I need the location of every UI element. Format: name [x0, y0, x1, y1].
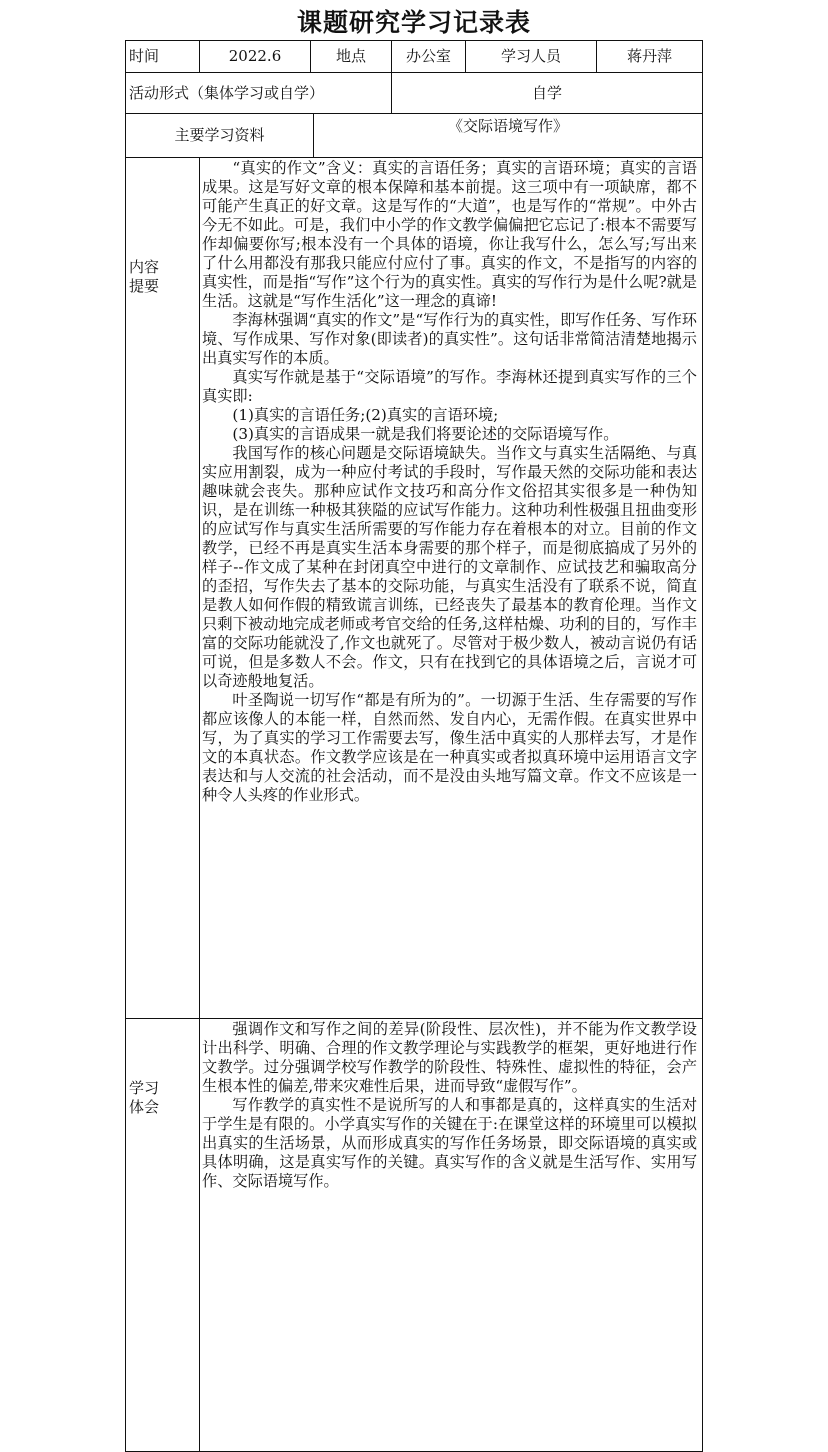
summary-paragraph: 李海林强调“真实的作文”是“写作行为的真实性，即写作任务、写作环境、写作成果、写作对象(即读者)的真实性”。这句话非常简洁清楚地揭示出真实写作的本质。	[202, 311, 697, 367]
reflection-content	[199, 1018, 703, 1452]
place-value: 办公室	[391, 40, 466, 73]
people-label: 学习人员	[465, 40, 597, 73]
reflection-label-line1: 学习	[129, 1079, 160, 1097]
place-label: 地点	[310, 40, 392, 73]
activity-form-value: 自学	[391, 72, 703, 114]
summary-content	[199, 157, 703, 1019]
page-title: 课题研究学习记录表	[296, 8, 531, 37]
summary-paragraph: (1)真实的言语任务;(2)真实的言语环境;	[232, 406, 499, 424]
activity-form-label: 活动形式（集体学习或自学）	[125, 72, 392, 114]
reflection-paragraph: 强调作文和写作之间的差异(阶段性、层次性)，并不能为作文教学设计出科学、明确、合理的作文教学理论与实践教学的框架，更好地进行作文教学。过分强调学校写作教学的阶段性、特殊性、虚拟性的特征，会产生根本性的偏差,带来灾难性后果，进而导致“虚假写作”。	[202, 1020, 697, 1095]
summary-label-line1: 内容	[129, 258, 160, 276]
reflection-paragraph: 写作教学的真实性不是说所写的人和事都是真的，这样真实的生活对于学生是有限的。小学真实写作的关键在于:在课堂这样的环境里可以模拟出真实的生活场景，从而形成真实的写作任务场景，即交际语境的真实或具体明确，这是真实写作的关键。真实写作的含义就是生活写作、实用写作、交际语境写作。	[202, 1096, 697, 1190]
summary-label	[125, 157, 200, 1019]
reflection-label-line2: 体会	[129, 1098, 160, 1116]
people-value: 蒋丹萍	[596, 40, 703, 73]
summary-paragraph: 叶圣陶说一切写作“都是有所为的”。一切源于生活、生存需要的写作都应该像人的本能一样，自然而然、发自内心，无需作假。在真实世界中写，为了真实的学习工作需要去写，像生活中真实的人那样去写，才是作文的本真状态。作文教学应该是在一种真实或者拟真环境中运用语言文字表达和与人交流的社会活动，而不是没由头地写篇文章。作文不应该是一种令人头疼的作业形式。	[202, 691, 697, 804]
summary-paragraph: “真实的作文”含义：真实的言语任务；真实的言语环境；真实的言语成果。这是写好文章的根本保障和基本前提。这三项中有一项缺席，都不可能产生真正的好文章。这是写作的“大道”，也是写作的“常规”。中外古今无不如此。可是，我们中小学的作文教学偏偏把它忘记了:根本不需要写作却偏要你写;根本没有一个具体的语境，你让我写什么，怎么写;写出来了什么用都没有那我只能应付应付了事。真实的作文，不是指写的内容的真实性，而是指“写作”这个行为的真实性。真实的写作行为是什么呢?就是生活。这就是“写作生活化”这一理念的真谛!	[202, 159, 697, 310]
summary-label-line2: 提要	[129, 277, 160, 295]
reflection-label	[125, 1018, 200, 1452]
material-value	[313, 113, 703, 158]
summary-paragraph: 我国写作的核心问题是交际语境缺失。当作文与真实生活隔绝、与真实应用割裂，成为一种应付考试的手段时，写作最天然的交际功能和表达趣味就会丧失。那种应试作文技巧和高分作文俗招其实很多是一种伪知识，是在训练一种极其狭隘的应试写作能力。这种功利性极强且扭曲变形的应试写作与真实生活所需要的写作能力存在着根本的对立。目前的作文教学，已经不再是真实生活本身需要的那个样子，而是彻底搞成了另外的样子--作文成了某种在封闭真空中进行的文章制作、应试技艺和骗取高分的歪招，写作失去了基本的交际功能，与真实生活没有了联系不说，简直是教人如何作假的精致谎言训练，已经丧失了最基本的教育伦理。当作文只剩下被动地完成老师或考官交给的任务,这样枯燥、功利的目的，写作丰富的交际功能就没了,作文也就死了。尽管对于极少数人，被动言说仍有话可说，但是多数人不会。作文，只有在找到它的具体语境之后，言说才可以奇迹般地复活。	[202, 444, 697, 690]
material-title: 《交际语境写作》	[447, 117, 568, 135]
summary-paragraph: 真实写作就是基于“交际语境”的写作。李海林还提到真实写作的三个真实即:	[202, 368, 697, 405]
summary-paragraph: (3)真实的言语成果一就是我们将要论述的交际语境写作。	[232, 425, 619, 443]
material-label: 主要学习资料	[125, 113, 314, 158]
time-label: 时间	[125, 40, 200, 73]
time-value: 2022.6	[199, 40, 311, 73]
